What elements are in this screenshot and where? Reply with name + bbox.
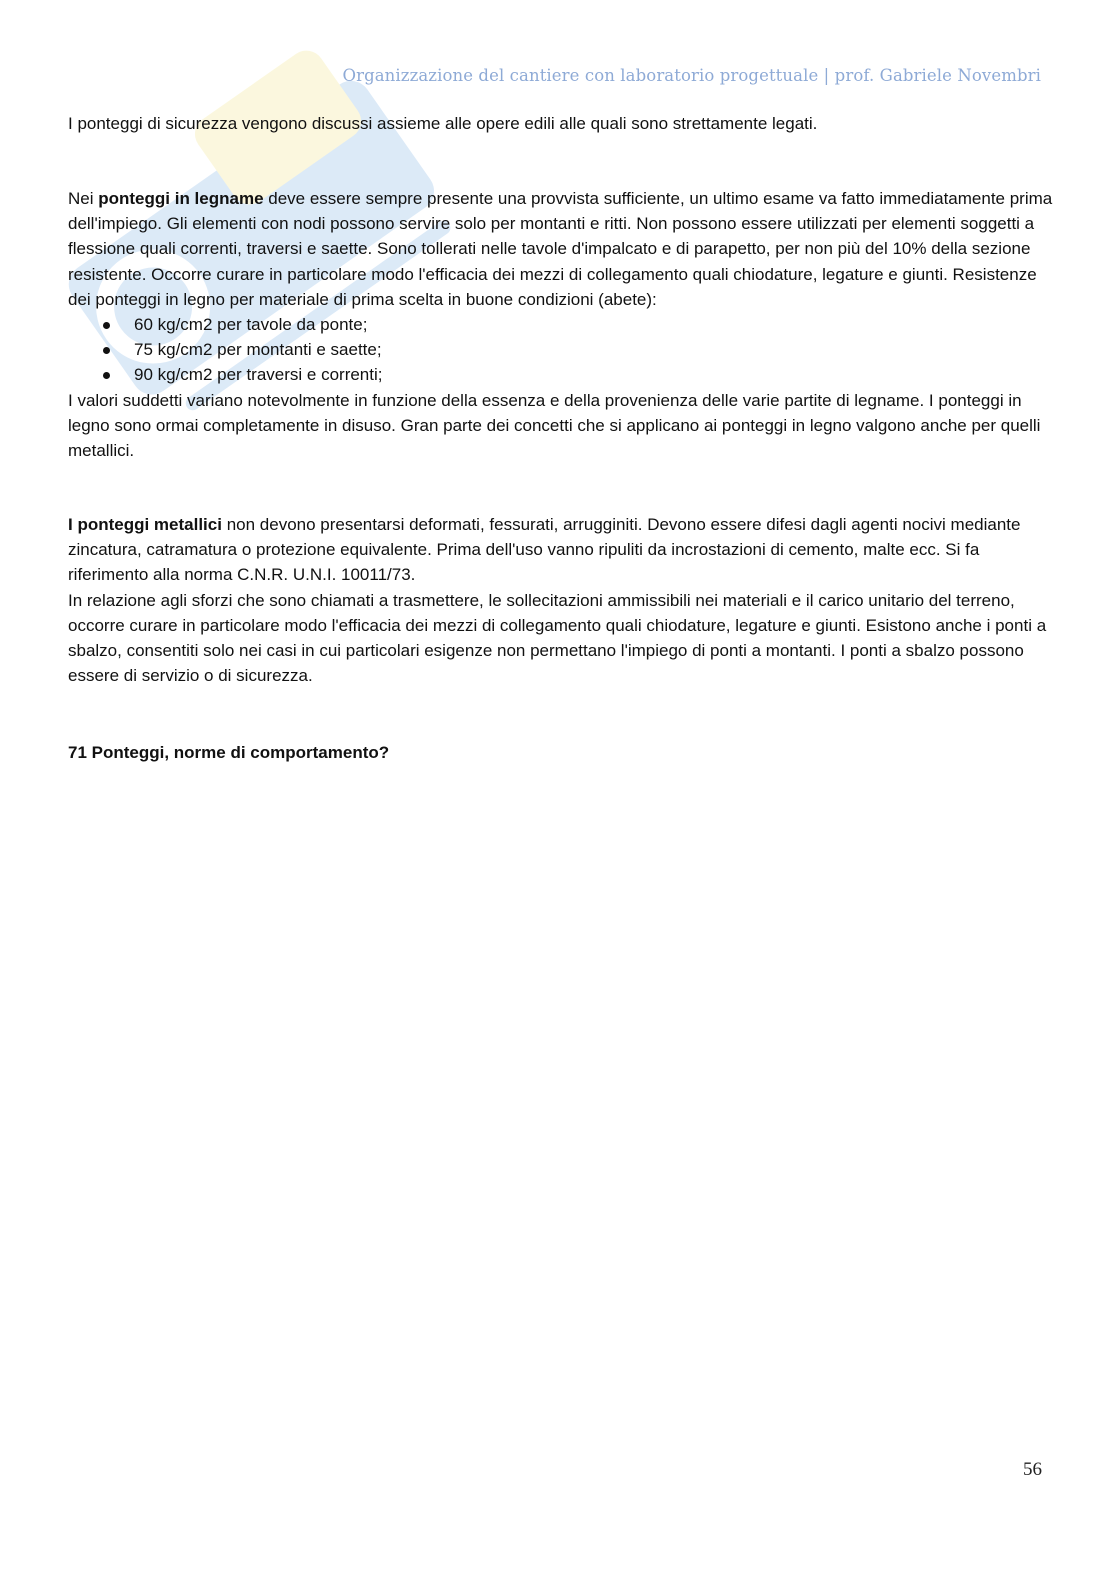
metallici-paragraph-2: In relazione agli sforzi che sono chiamati a trasmettere, le sollecitazioni ammissibili nei materiali e il carico unitario del terreno, occorre curare in particolare modo l'efficacia dei mezzi di collegamento quali chiodature, legature e giunti. Esistono anche i ponti a sbalzo, consentiti solo nei casi in cui particolari esigenze non permettano l'impiego di ponti a montanti. I ponti a sbalzo possono essere di servizio o di sicurezza. <box>68 590 1047 686</box>
metallici-text: non devono presentarsi deformati, fessurati, arrugginiti. Devono essere difesi dagli agenti nocivi mediante zincatura, catramatura o protezione equivalente. Prima dell'uso vanno ripuliti da incrostazioni di cemento, malte ecc. Si fa riferimento alla norma C.N.R. U.N.I. 10011/73. <box>68 515 1021 585</box>
list-item: 75 kg/cm2 per montanti e saette; <box>68 337 1058 362</box>
list-item: 60 kg/cm2 per tavole da ponte; <box>68 312 1058 337</box>
legno-bold-term: ponteggi in legname <box>98 189 264 208</box>
question-heading: 71 Ponteggi, norme di comportamento? <box>68 743 390 762</box>
legno-paragraph <box>68 186 1058 312</box>
running-header: Organizzazione del cantiere con laboratorio progettuale | prof. Gabriele Novembri <box>342 66 1041 85</box>
legno-text: deve essere sempre presente una provvista sufficiente, un ultimo esame va fatto immediatamente prima dell'impiego. Gli elementi con nodi possono servire solo per montanti e ritti. Non possono essere utilizzati per elementi soggetti a flessione quali correnti, traversi e saette. Sono tollerati nelle tavole d'impalcato e di parapetto, per non più del 10% della sezione resistente. Occorre curare in particolare modo l'efficacia dei mezzi di collegamento quali chiodature, legature e giunti. Resistenze dei ponteggi in legno per materiale di prima scelta in buone condizioni (abete): <box>68 189 1053 309</box>
list-item: 90 kg/cm2 per traversi e correnti; <box>68 362 1058 387</box>
metallici-bold-term: I ponteggi metallici <box>68 515 222 534</box>
metallici-paragraph <box>68 512 1058 588</box>
resistance-list <box>68 312 1058 388</box>
legno-lead: Nei <box>68 189 99 208</box>
metallici-section <box>68 512 1058 688</box>
page-number: 56 <box>1023 1459 1042 1480</box>
legno-after-paragraph: I valori suddetti variano notevolmente in funzione della essenza e della provenienza delle varie partite di legname. I ponteggi in legno sono ormai completamente in disuso. Gran parte dei concetti che si applicano ai ponteggi in legno valgono anche per quelli metallici. <box>68 390 1041 461</box>
intro-paragraph: I ponteggi di sicurezza vengono discussi assieme alle opere edili alle quali sono strettamente legati. <box>68 114 818 133</box>
legno-section <box>68 186 1058 463</box>
